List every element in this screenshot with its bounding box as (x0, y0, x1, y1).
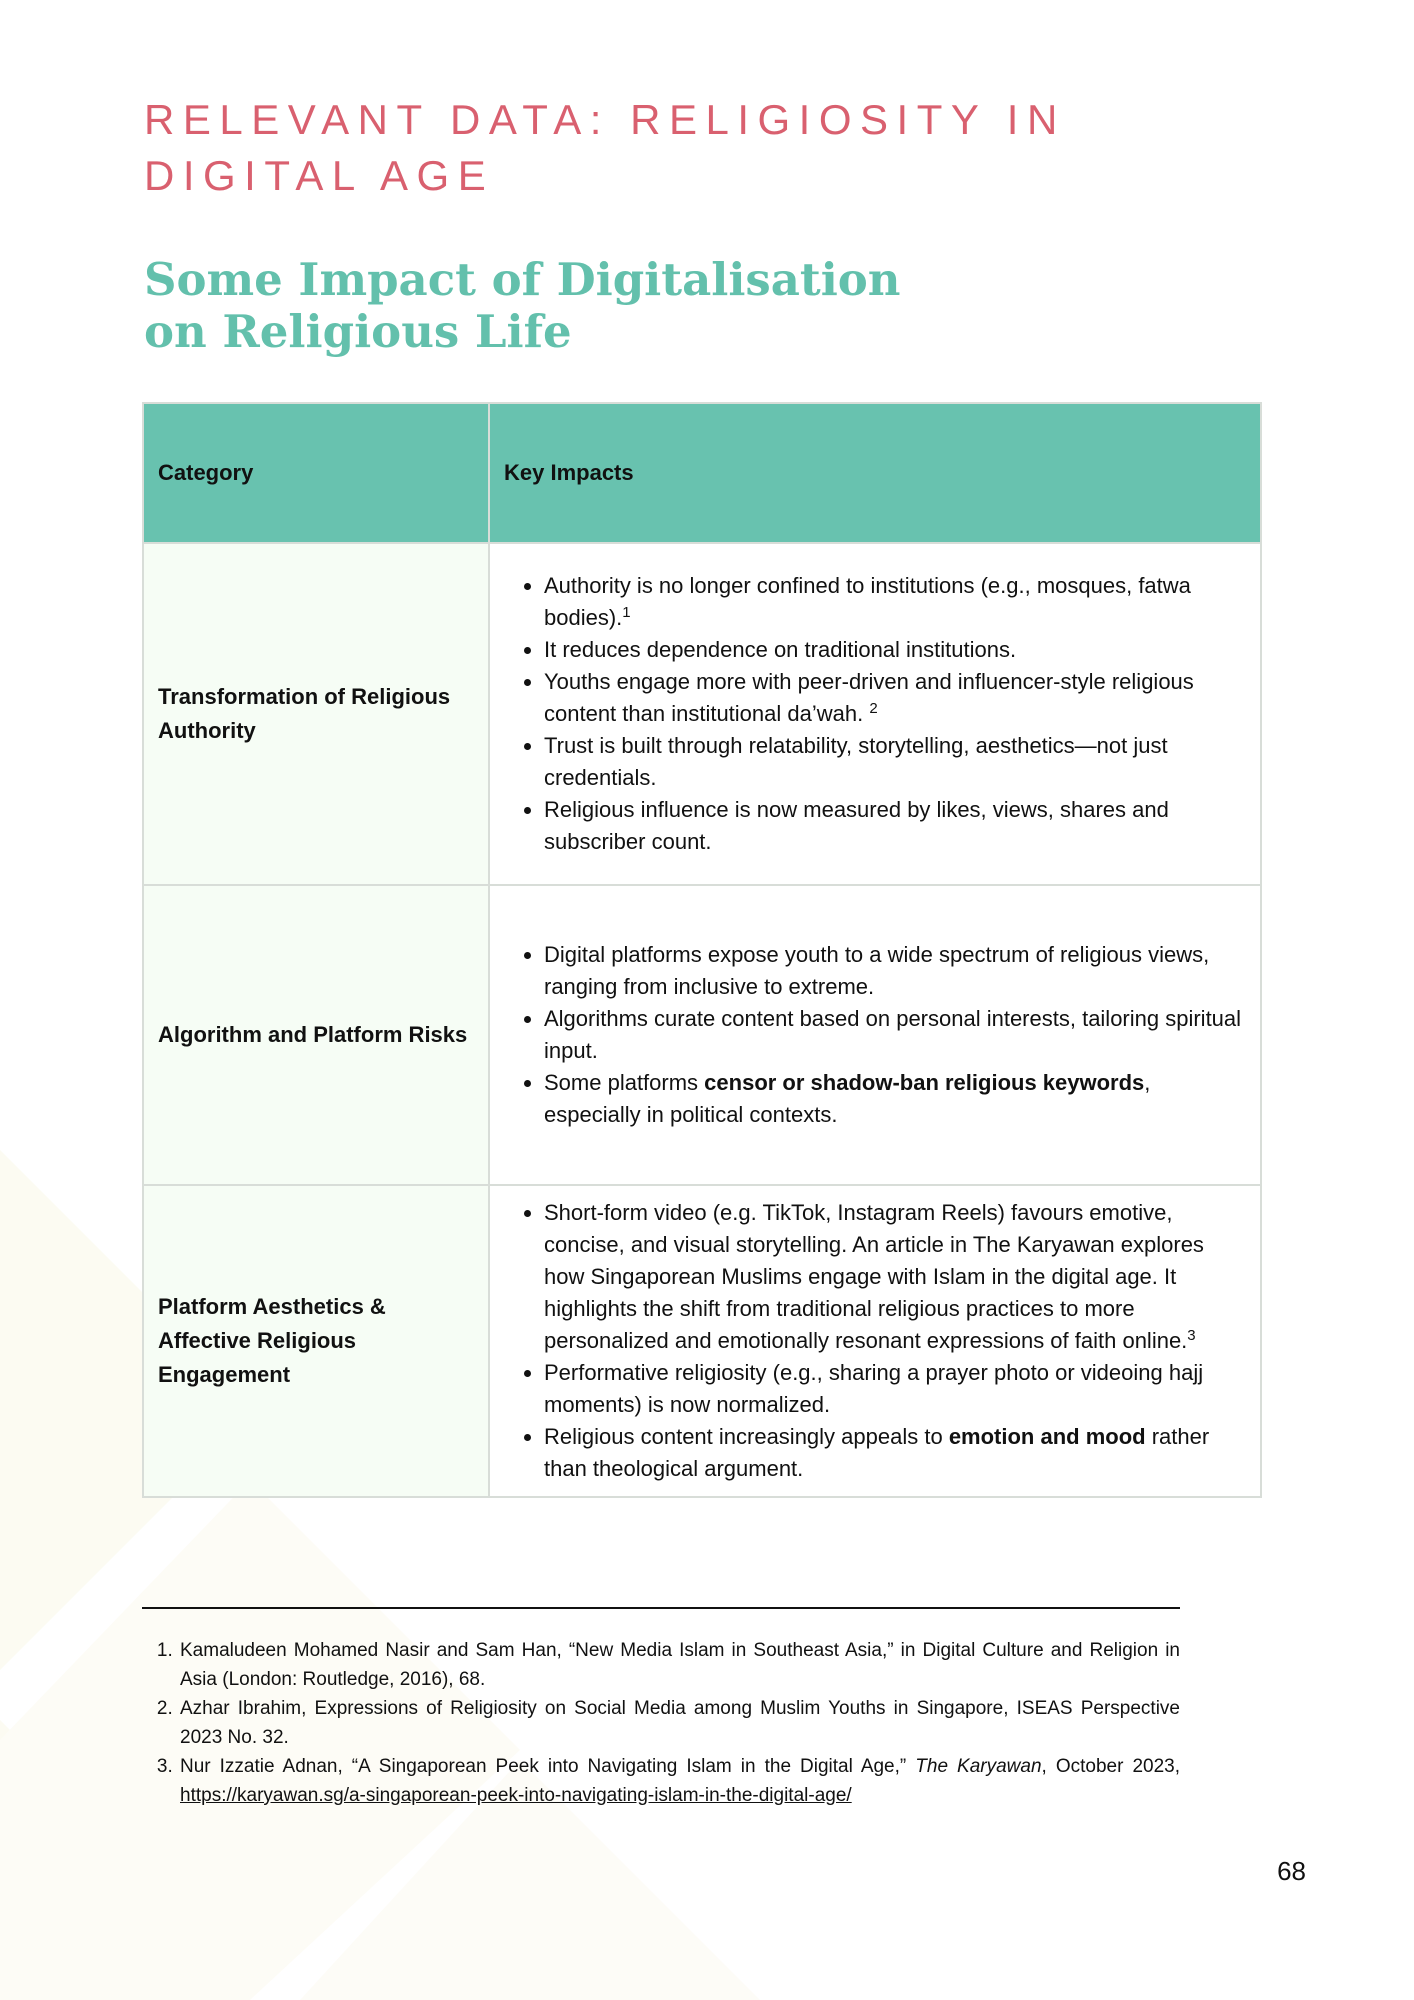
impact-list (504, 1197, 1246, 1485)
category-cell: Platform Aesthetics & Affective Religious Engagement (143, 1185, 489, 1497)
publication-title: The Karyawan (915, 1756, 1042, 1777)
column-header-impacts: Key Impacts (489, 403, 1261, 543)
impact-item: • Religious influence is now measured by likes, views, shares and subscriber count. (544, 794, 1246, 858)
impact-item: • Trust is built through relatability, storytelling, aesthetics—not just credentials. (544, 730, 1246, 794)
impact-list (504, 570, 1246, 858)
impact-item: • Short-form video (e.g. TikTok, Instagram Reels) favours emotive, concise, and visual storytelling. An article in The Karyawan explores how Singaporean Muslims engage with Islam in the digital age. It highlights the shift from traditional religious practices to more personalized and emotionally resonant expressions of faith online.$^3$ (544, 1197, 1246, 1357)
table-row (143, 1185, 1261, 1497)
emphasis-text: emotion and mood (948, 1424, 1146, 1449)
column-header-category: Category (143, 403, 489, 543)
category-cell: Transformation of Religious Authority (143, 543, 489, 885)
footnote-ref: 2 (869, 700, 878, 717)
table-header-row (143, 403, 1261, 543)
footnote-item: 1. Kamaludeen Mohamed Nasir and Sam Han, “New Media Islam in Southeast Asia,” in Digital Culture and Religion in Asia (London: Routledge, 2016), 68. (178, 1636, 1180, 1694)
emphasis-text: censor or shadow-ban religious keywords (704, 1070, 1145, 1095)
impact-item: • Algorithms curate content based on personal interests, tailoring spiritual input. (544, 1003, 1246, 1067)
impact-item: • Authority is no longer confined to institutions (e.g., mosques, fatwa bodies).$^1$ (544, 570, 1246, 634)
impact-item: • Some platforms censor or shadow-ban religious keywords, especially in political contexts. (544, 1067, 1246, 1131)
footnotes-list (142, 1636, 1180, 1810)
page-title: Some Impact of Digitalisation on Religious Life (144, 253, 901, 358)
table-row (143, 885, 1261, 1185)
impact-table (142, 402, 1262, 1498)
impacts-cell (489, 885, 1261, 1185)
footnote-item: 3. Nur Izzatie Adnan, “A Singaporean Peek into Navigating Islam in the Digital Age,” The Karyawan, October 2023, https://karyawan.sg/a-singaporean-peek-into-navigating-islam-in-the-digital-age/ (178, 1752, 1180, 1810)
impact-item: • It reduces dependence on traditional institutions. (544, 634, 1246, 666)
table-row (143, 543, 1261, 885)
impact-list (504, 939, 1246, 1131)
page-number: 68 (1277, 1856, 1306, 1886)
footnote-ref: 1 (622, 604, 631, 621)
footnote-item: 2. Azhar Ibrahim, Expressions of Religiosity on Social Media among Muslim Youths in Singapore, ISEAS Perspective 2023 No. 32. (178, 1694, 1180, 1752)
impact-item: • Performative religiosity (e.g., sharing a prayer photo or videoing hajj moments) is now normalized. (544, 1357, 1246, 1421)
impact-item: • Religious content increasingly appeals to emotion and mood rather than theological argument. (544, 1421, 1246, 1485)
impact-item: • Digital platforms expose youth to a wide spectrum of religious views, ranging from inclusive to extreme. (544, 939, 1246, 1003)
footnote-divider (142, 1607, 1180, 1609)
footnote-ref: 3 (1187, 1327, 1196, 1344)
impacts-cell (489, 543, 1261, 885)
impacts-cell (489, 1185, 1261, 1497)
section-label: RELEVANT DATA: RELIGIOSITY IN DIGITAL AGE (144, 96, 1066, 199)
footnote-link[interactable]: https://karyawan.sg/a-singaporean-peek-into-navigating-islam-in-the-digital-age/ (180, 1785, 852, 1806)
category-cell: Algorithm and Platform Risks (143, 885, 489, 1185)
impact-item: • Youths engage more with peer-driven and influencer-style religious content than institutional da’wah. $^2$ (544, 666, 1246, 730)
